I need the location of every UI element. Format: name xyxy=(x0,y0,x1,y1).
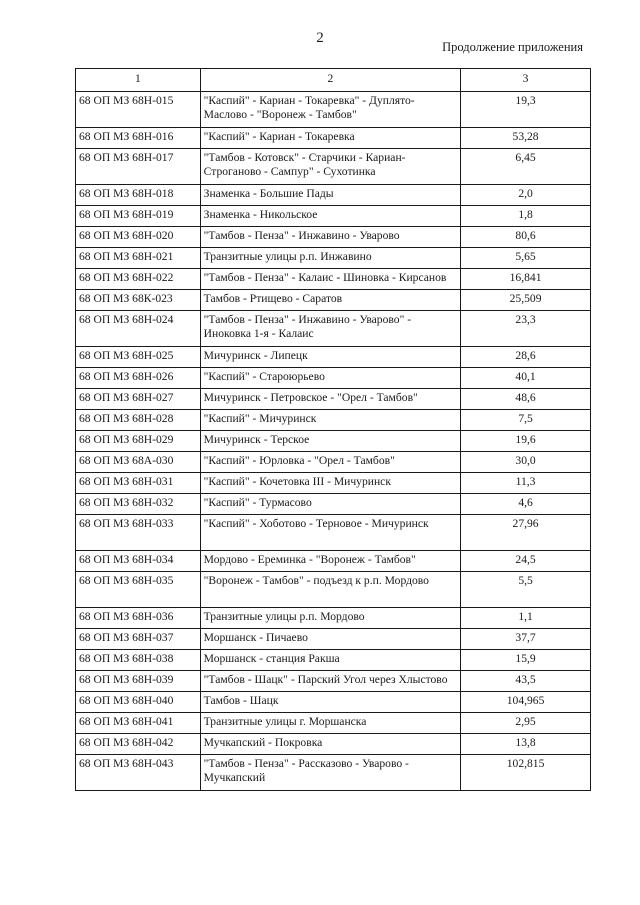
road-name-cell: "Каспий" - Турмасово xyxy=(200,494,460,515)
road-name-cell: Моршанск - Пичаево xyxy=(200,629,460,650)
road-length-cell: 43,5 xyxy=(461,671,591,692)
road-code-cell: 68 ОП МЗ 68Н-036 xyxy=(76,608,201,629)
road-name-cell: Транзитные улицы г. Моршанска xyxy=(200,713,460,734)
table-row xyxy=(76,551,591,572)
road-code-cell: 68 ОП МЗ 68Н-028 xyxy=(76,410,201,431)
table-row xyxy=(76,608,591,629)
road-code-cell: 68 ОП МЗ 68Н-029 xyxy=(76,431,201,452)
table-row xyxy=(76,572,591,608)
road-code-cell: 68 ОП МЗ 68Н-024 xyxy=(76,311,201,347)
road-length-cell: 102,815 xyxy=(461,755,591,791)
road-name-cell: Транзитные улицы р.п. Инжавино xyxy=(200,248,460,269)
road-code-cell: 68 ОП МЗ 68Н-019 xyxy=(76,206,201,227)
road-length-cell: 48,6 xyxy=(461,389,591,410)
road-code-cell: 68 ОП МЗ 68Н-041 xyxy=(76,713,201,734)
road-name-cell: Знаменка - Никольское xyxy=(200,206,460,227)
road-length-cell: 28,6 xyxy=(461,347,591,368)
road-length-cell: 6,45 xyxy=(461,149,591,185)
table-row xyxy=(76,128,591,149)
road-code-cell: 68 ОП МЗ 68Н-033 xyxy=(76,515,201,551)
table-row xyxy=(76,473,591,494)
roads-table xyxy=(75,68,591,791)
road-length-cell: 19,6 xyxy=(461,431,591,452)
table-row xyxy=(76,92,591,128)
road-code-cell: 68 ОП МЗ 68Н-037 xyxy=(76,629,201,650)
road-length-cell: 25,509 xyxy=(461,290,591,311)
road-code-cell: 68 ОП МЗ 68Н-016 xyxy=(76,128,201,149)
table-row xyxy=(76,629,591,650)
road-name-cell: "Тамбов - Котовск" - Старчики - Кариан-Строганово - Сампур" - Сухотинка xyxy=(200,149,460,185)
road-length-cell: 37,7 xyxy=(461,629,591,650)
road-name-cell: Транзитные улицы р.п. Мордово xyxy=(200,608,460,629)
table-row xyxy=(76,290,591,311)
table-row xyxy=(76,347,591,368)
road-code-cell: 68 ОП МЗ 68Н-035 xyxy=(76,572,201,608)
table-row xyxy=(76,269,591,290)
road-code-cell: 68 ОП МЗ 68Н-038 xyxy=(76,650,201,671)
road-code-cell: 68 ОП МЗ 68К-023 xyxy=(76,290,201,311)
road-length-cell: 16,841 xyxy=(461,269,591,290)
road-name-cell: "Тамбов - Пенза" - Инжавино - Уварово xyxy=(200,227,460,248)
road-name-cell: "Тамбов - Пенза" - Рассказово - Уварово - Мучкапский xyxy=(200,755,460,791)
table-row xyxy=(76,494,591,515)
road-code-cell: 68 ОП МЗ 68Н-031 xyxy=(76,473,201,494)
road-length-cell: 1,1 xyxy=(461,608,591,629)
road-code-cell: 68 ОП МЗ 68Н-022 xyxy=(76,269,201,290)
road-name-cell: Мордово - Ереминка - "Воронеж - Тамбов" xyxy=(200,551,460,572)
table-row xyxy=(76,149,591,185)
road-name-cell: Тамбов - Шацк xyxy=(200,692,460,713)
table-row xyxy=(76,650,591,671)
road-code-cell: 68 ОП МЗ 68Н-025 xyxy=(76,347,201,368)
column-header-1: 1 xyxy=(76,69,201,92)
table-row xyxy=(76,389,591,410)
road-name-cell: "Тамбов - Пенза" - Калаис - Шиновка - Кирсанов xyxy=(200,269,460,290)
table-row xyxy=(76,755,591,791)
table-row xyxy=(76,206,591,227)
road-code-cell: 68 ОП МЗ 68А-030 xyxy=(76,452,201,473)
road-code-cell: 68 ОП МЗ 68Н-020 xyxy=(76,227,201,248)
road-length-cell: 30,0 xyxy=(461,452,591,473)
road-name-cell: "Тамбов - Шацк" - Парский Угол через Хлыстово xyxy=(200,671,460,692)
road-name-cell: Мичуринск - Терское xyxy=(200,431,460,452)
road-code-cell: 68 ОП МЗ 68Н-043 xyxy=(76,755,201,791)
road-code-cell: 68 ОП МЗ 68Н-018 xyxy=(76,185,201,206)
road-length-cell: 5,65 xyxy=(461,248,591,269)
road-length-cell: 80,6 xyxy=(461,227,591,248)
road-length-cell: 23,3 xyxy=(461,311,591,347)
road-name-cell: Тамбов - Ртищево - Саратов xyxy=(200,290,460,311)
road-length-cell: 40,1 xyxy=(461,368,591,389)
road-name-cell: "Каспий" - Кочетовка III - Мичуринск xyxy=(200,473,460,494)
continuation-title: Продолжение приложения xyxy=(442,40,583,54)
road-length-cell: 104,965 xyxy=(461,692,591,713)
table-row xyxy=(76,248,591,269)
table-row xyxy=(76,452,591,473)
road-length-cell: 4,6 xyxy=(461,494,591,515)
road-length-cell: 19,3 xyxy=(461,92,591,128)
road-length-cell: 27,96 xyxy=(461,515,591,551)
road-length-cell: 2,0 xyxy=(461,185,591,206)
road-name-cell: "Тамбов - Пенза" - Инжавино - Уварово" - Иноковка 1-я - Калаис xyxy=(200,311,460,347)
table-row xyxy=(76,185,591,206)
table-row xyxy=(76,431,591,452)
road-name-cell: Моршанск - станция Ракша xyxy=(200,650,460,671)
road-code-cell: 68 ОП МЗ 68Н-017 xyxy=(76,149,201,185)
road-length-cell: 15,9 xyxy=(461,650,591,671)
road-code-cell: 68 ОП МЗ 68Н-015 xyxy=(76,92,201,128)
table-row xyxy=(76,515,591,551)
road-code-cell: 68 ОП МЗ 68Н-039 xyxy=(76,671,201,692)
road-length-cell: 5,5 xyxy=(461,572,591,608)
table-row xyxy=(76,227,591,248)
road-length-cell: 7,5 xyxy=(461,410,591,431)
road-code-cell: 68 ОП МЗ 68Н-042 xyxy=(76,734,201,755)
table-header-row xyxy=(76,69,591,92)
road-name-cell: "Каспий" - Староюрьево xyxy=(200,368,460,389)
road-name-cell: "Каспий" - Кариан - Токаревка" - Дуплято-Маслово - "Воронеж - Тамбов" xyxy=(200,92,460,128)
road-length-cell: 53,28 xyxy=(461,128,591,149)
column-header-2: 2 xyxy=(200,69,460,92)
road-length-cell: 1,8 xyxy=(461,206,591,227)
road-code-cell: 68 ОП МЗ 68Н-026 xyxy=(76,368,201,389)
road-name-cell: "Воронеж - Тамбов" - подъезд к р.п. Мордово xyxy=(200,572,460,608)
road-name-cell: "Каспий" - Юрловка - "Орел - Тамбов" xyxy=(200,452,460,473)
road-name-cell: "Каспий" - Мичуринск xyxy=(200,410,460,431)
road-name-cell: Мичуринск - Петровское - "Орел - Тамбов" xyxy=(200,389,460,410)
road-code-cell: 68 ОП МЗ 68Н-021 xyxy=(76,248,201,269)
table-row xyxy=(76,410,591,431)
table-row xyxy=(76,671,591,692)
table-row xyxy=(76,311,591,347)
road-name-cell: Знаменка - Большие Пады xyxy=(200,185,460,206)
table-row xyxy=(76,692,591,713)
column-header-3: 3 xyxy=(461,69,591,92)
road-name-cell: Мичуринск - Липецк xyxy=(200,347,460,368)
table-row xyxy=(76,713,591,734)
table-row xyxy=(76,368,591,389)
road-length-cell: 24,5 xyxy=(461,551,591,572)
road-length-cell: 13,8 xyxy=(461,734,591,755)
road-code-cell: 68 ОП МЗ 68Н-027 xyxy=(76,389,201,410)
road-name-cell: Мучкапский - Покровка xyxy=(200,734,460,755)
road-code-cell: 68 ОП МЗ 68Н-040 xyxy=(76,692,201,713)
road-code-cell: 68 ОП МЗ 68Н-034 xyxy=(76,551,201,572)
road-name-cell: "Каспий" - Хоботово - Терновое - Мичуринск xyxy=(200,515,460,551)
road-code-cell: 68 ОП МЗ 68Н-032 xyxy=(76,494,201,515)
road-length-cell: 11,3 xyxy=(461,473,591,494)
road-length-cell: 2,95 xyxy=(461,713,591,734)
page-number: 2 xyxy=(316,30,324,46)
table-row xyxy=(76,734,591,755)
road-name-cell: "Каспий" - Кариан - Токаревка xyxy=(200,128,460,149)
